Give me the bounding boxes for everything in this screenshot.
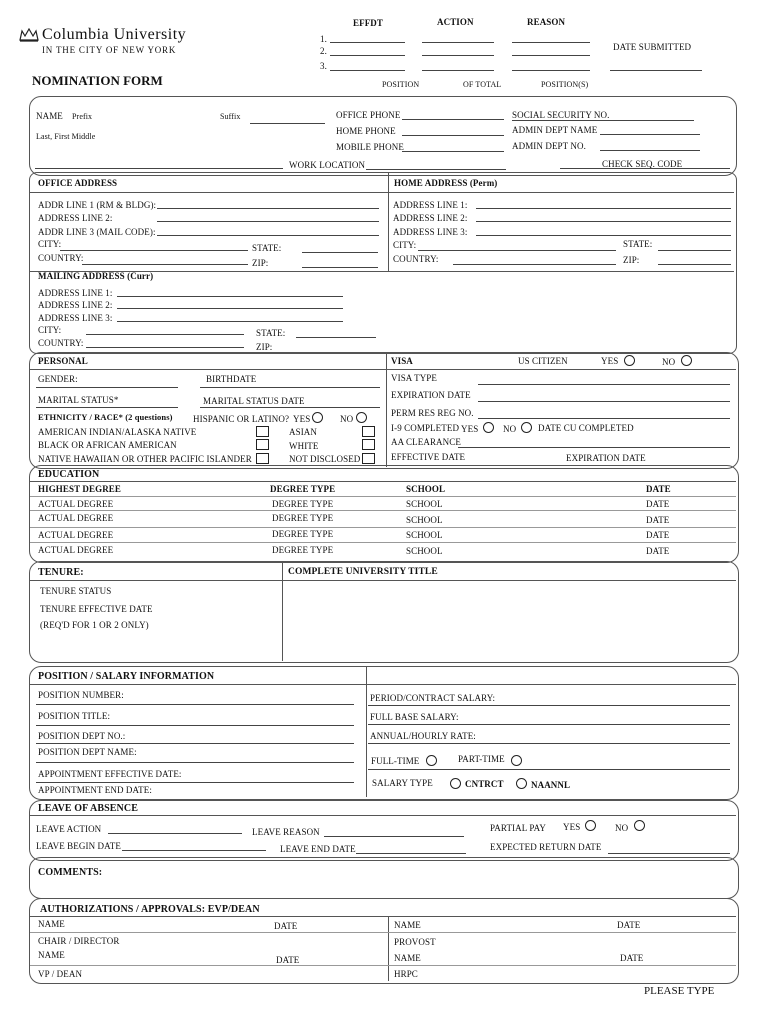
i9-no-label: NO <box>503 424 517 434</box>
home-phone-field[interactable] <box>402 135 504 136</box>
school-header: SCHOOL <box>406 484 446 494</box>
leave-action-label: LEAVE ACTION <box>36 824 102 834</box>
us-citizen-yes-radio[interactable] <box>624 355 635 366</box>
cntrct-label: CNTRCT <box>465 779 504 789</box>
date-cu-label: DATE CU COMPLETED <box>538 423 634 433</box>
row-1: 1. <box>320 34 327 44</box>
mailing-address-title: MAILING ADDRESS (Curr) <box>38 271 154 281</box>
position-dept-name-field[interactable] <box>36 762 354 763</box>
position-number-label: POSITION NUMBER: <box>38 690 124 700</box>
home-line1-label: ADDRESS LINE 1: <box>393 200 468 210</box>
work-location-label: WORK LOCATION <box>289 160 366 170</box>
row-3: 3. <box>320 61 327 71</box>
education-section <box>29 465 739 563</box>
hispanic-yes-label: YES <box>293 414 311 424</box>
part-time-radio[interactable] <box>511 755 522 766</box>
crown-icon <box>19 28 39 42</box>
full-base-salary-field[interactable] <box>368 724 730 725</box>
position-title-label: POSITION TITLE: <box>38 711 111 721</box>
office-line2-field[interactable] <box>157 221 379 222</box>
ssn-field[interactable] <box>512 120 694 121</box>
date-header: DATE <box>646 484 671 494</box>
partial-pay-no-radio[interactable] <box>634 820 645 831</box>
suffix-label: Suffix <box>220 112 241 121</box>
date-label: DATE <box>646 546 670 556</box>
of-total-label: OF TOTAL <box>463 80 502 89</box>
ethnicity-label: ETHNICITY / RACE* (2 questions) <box>38 412 173 422</box>
mailing-line3-field[interactable] <box>117 321 343 322</box>
office-city-label: CITY: <box>38 239 62 249</box>
actual-degree-label: ACTUAL DEGREE <box>38 530 114 540</box>
admin-dept-no-field[interactable] <box>600 150 700 151</box>
hispanic-no-radio[interactable] <box>356 412 367 423</box>
ssn-label: SOCIAL SECURITY NO. <box>512 110 610 120</box>
complete-university-title-label: COMPLETE UNIVERSITY TITLE <box>288 567 438 577</box>
marital-status-date-field[interactable] <box>200 407 380 408</box>
black-checkbox[interactable] <box>256 439 269 450</box>
leave-title: LEAVE OF ABSENCE <box>38 803 138 814</box>
office-line3-label: ADDR LINE 3 (MAIL CODE): <box>38 227 156 237</box>
hrpc-label: HRPC <box>394 969 418 979</box>
position-dept-name-label: POSITION DEPT NAME: <box>38 747 137 757</box>
visa-type-label: VISA TYPE <box>391 373 437 383</box>
hispanic-no-label: NO <box>340 414 354 424</box>
date-label: DATE <box>646 515 670 525</box>
asian-label: ASIAN <box>289 427 318 437</box>
position-dept-no-field[interactable] <box>36 743 354 744</box>
degree-type-label: DEGREE TYPE <box>272 499 334 509</box>
mailing-line1-label: ADDRESS LINE 1: <box>38 288 113 298</box>
reason-3-field[interactable] <box>512 70 590 71</box>
office-country-field[interactable] <box>82 264 248 265</box>
personal-title: PERSONAL <box>38 356 88 366</box>
mailing-city-field[interactable] <box>86 334 244 335</box>
mailing-line1-field[interactable] <box>117 296 343 297</box>
not-disclosed-checkbox[interactable] <box>362 453 375 464</box>
naannl-radio[interactable] <box>516 778 527 789</box>
period-salary-field[interactable] <box>368 705 730 706</box>
school-label: SCHOOL <box>406 546 443 556</box>
authorizations-title: AUTHORIZATIONS / APPROVALS: EVP/DEAN <box>40 904 260 915</box>
suffix-field[interactable] <box>250 123 325 124</box>
tenure-status-label: TENURE STATUS <box>40 586 112 596</box>
office-address-title: OFFICE ADDRESS <box>38 178 118 188</box>
row-2: 2. <box>320 46 327 56</box>
check-seq-label: CHECK SEQ. CODE <box>602 159 683 169</box>
not-disclosed-label: NOT DISCLOSED <box>289 454 361 464</box>
comments-section[interactable] <box>29 857 739 899</box>
home-phone-label: HOME PHONE <box>336 126 396 136</box>
annual-rate-field[interactable] <box>368 743 730 744</box>
expiration-date-field[interactable] <box>478 401 730 402</box>
white-label: WHITE <box>289 441 319 451</box>
mailing-state-field[interactable] <box>296 337 376 338</box>
partial-pay-yes-radio[interactable] <box>585 820 596 831</box>
date-submitted-field[interactable] <box>610 70 702 71</box>
home-zip-label: ZIP: <box>623 255 640 265</box>
expiration-date2-label: EXPIRATION DATE <box>566 453 646 463</box>
position-label: POSITION <box>382 80 420 89</box>
gender-label: GENDER: <box>38 374 78 384</box>
american-indian-checkbox[interactable] <box>256 426 269 437</box>
degree-type-label: DEGREE TYPE <box>272 545 334 555</box>
home-address-title: HOME ADDRESS (Perm) <box>394 178 498 188</box>
school-label: SCHOOL <box>406 515 443 525</box>
mobile-phone-label: MOBILE PHONE <box>336 142 404 152</box>
i9-completed-label: I-9 COMPLETED <box>391 423 460 433</box>
degree-type-header: DEGREE TYPE <box>270 484 336 494</box>
salary-title: POSITION / SALARY INFORMATION <box>38 671 215 682</box>
school-label: SCHOOL <box>406 530 443 540</box>
appointment-end-label: APPOINTMENT END DATE: <box>38 785 152 795</box>
part-time-label: PART-TIME <box>458 754 505 764</box>
last-first-middle-label: Last, First Middle <box>36 132 96 141</box>
office-line1-field[interactable] <box>157 208 379 209</box>
provost-date-label: DATE <box>617 920 641 930</box>
school-label: SCHOOL <box>406 499 443 509</box>
us-citizen-no-radio[interactable] <box>681 355 692 366</box>
american-indian-label: AMERICAN INDIAN/ALASKA NATIVE <box>38 427 197 437</box>
mailing-line3-label: ADDRESS LINE 3: <box>38 313 113 323</box>
hispanic-label: HISPANIC OR LATINO? <box>193 414 290 424</box>
provost-name-label: NAME <box>394 920 421 930</box>
action-1-field[interactable] <box>422 42 494 43</box>
date-label: DATE <box>646 530 670 540</box>
full-base-salary-label: FULL BASE SALARY: <box>370 712 459 722</box>
full-time-radio[interactable] <box>426 755 437 766</box>
hawaiian-checkbox[interactable] <box>256 453 269 464</box>
aa-clearance-field[interactable] <box>458 447 730 448</box>
name-label: NAME <box>36 111 63 121</box>
birthdate-field[interactable] <box>200 387 380 388</box>
mailing-country-label: COUNTRY: <box>38 338 84 348</box>
hrpc-date-label: DATE <box>620 953 644 963</box>
reason-2-field[interactable] <box>512 55 590 56</box>
evp-name-label: NAME <box>38 919 65 929</box>
mailing-state-label: STATE: <box>256 328 286 338</box>
home-line3-label: ADDRESS LINE 3: <box>393 227 468 237</box>
home-line2-label: ADDRESS LINE 2: <box>393 213 468 223</box>
effective-date-label: EFFECTIVE DATE <box>391 452 466 462</box>
office-line3-field[interactable] <box>157 235 379 236</box>
full-name-field[interactable] <box>35 168 283 169</box>
leave-end-label: LEAVE END DATE <box>280 844 356 854</box>
asian-checkbox[interactable] <box>362 426 375 437</box>
reason-1-field[interactable] <box>512 42 590 43</box>
leave-end-field[interactable] <box>356 853 466 854</box>
tenure-effective-date-label: TENURE EFFECTIVE DATE <box>40 604 153 614</box>
home-zip-field[interactable] <box>658 264 731 265</box>
expected-return-field[interactable] <box>608 853 730 854</box>
leave-begin-field[interactable] <box>122 850 266 851</box>
us-citizen-label: US CITIZEN <box>518 356 568 366</box>
office-line2-label: ADDRESS LINE 2: <box>38 213 113 223</box>
full-time-label: FULL-TIME <box>371 756 420 766</box>
university-subtitle: IN THE CITY OF NEW YORK <box>42 45 177 55</box>
white-checkbox[interactable] <box>362 439 375 450</box>
office-phone-label: OFFICE PHONE <box>336 110 401 120</box>
please-type-note: PLEASE TYPE <box>644 985 715 997</box>
black-label: BLACK OR AFRICAN AMERICAN <box>38 440 177 450</box>
office-city-field[interactable] <box>60 250 248 251</box>
comments-title: COMMENTS: <box>38 867 103 878</box>
date-label: DATE <box>646 499 670 509</box>
home-line1-field[interactable] <box>476 208 731 209</box>
visa-type-field[interactable] <box>478 384 730 385</box>
prefix-label: Prefix <box>72 112 93 121</box>
marital-status-label: MARITAL STATUS* <box>38 395 119 405</box>
perm-res-field[interactable] <box>478 418 730 419</box>
i9-yes-label: YES <box>461 424 479 434</box>
degree-type-label: DEGREE TYPE <box>272 529 334 539</box>
position-dept-no-label: POSITION DEPT NO.: <box>38 731 126 741</box>
period-salary-label: PERIOD/CONTRACT SALARY: <box>370 693 496 703</box>
action-2-field[interactable] <box>422 55 494 56</box>
office-phone-field[interactable] <box>402 119 504 120</box>
leave-reason-label: LEAVE REASON <box>252 827 320 837</box>
salary-type-label: SALARY TYPE <box>372 778 433 788</box>
action-3-field[interactable] <box>422 70 494 71</box>
admin-dept-name-label: ADMIN DEPT NAME <box>512 125 598 135</box>
position-title-field[interactable] <box>36 725 354 726</box>
vp-name-label: NAME <box>38 950 65 960</box>
partial-pay-label: PARTIAL PAY <box>490 823 547 833</box>
office-state-field[interactable] <box>302 252 378 253</box>
office-line1-label: ADDR LINE 1 (RM & BLDG): <box>38 200 157 210</box>
vp-dean-label: VP / DEAN <box>38 969 83 979</box>
home-city-label: CITY: <box>393 240 417 250</box>
admin-dept-name-field[interactable] <box>600 134 700 135</box>
date-submitted-label: DATE SUBMITTED <box>613 42 692 52</box>
perm-res-label: PERM RES REG NO. <box>391 408 474 418</box>
leave-action-field[interactable] <box>108 833 242 834</box>
positions-label: POSITION(S) <box>541 80 589 89</box>
tenure-title: TENURE: <box>38 567 84 578</box>
office-state-label: STATE: <box>252 243 282 253</box>
office-zip-label: ZIP: <box>252 258 269 268</box>
degree-type-label: DEGREE TYPE <box>272 513 334 523</box>
check-seq-field[interactable] <box>560 168 730 169</box>
vp-date-label: DATE <box>276 955 300 965</box>
annual-rate-label: ANNUAL/HOURLY RATE: <box>370 731 476 741</box>
actual-degree-label: ACTUAL DEGREE <box>38 513 114 523</box>
appointment-effective-field[interactable] <box>36 782 354 783</box>
work-location-field[interactable] <box>366 169 506 170</box>
col-effdt: EFFDT <box>353 18 384 28</box>
i9-no-radio[interactable] <box>521 422 532 433</box>
appointment-effective-label: APPOINTMENT EFFECTIVE DATE: <box>38 769 182 779</box>
home-city-field[interactable] <box>418 250 616 251</box>
admin-dept-no-label: ADMIN DEPT NO. <box>512 141 586 151</box>
expiration-date-label: EXPIRATION DATE <box>391 390 471 400</box>
mailing-line2-field[interactable] <box>117 308 343 309</box>
chair-director-label: CHAIR / DIRECTOR <box>38 936 120 946</box>
leave-reason-field[interactable] <box>324 836 464 837</box>
effdt-1-field[interactable] <box>330 42 405 43</box>
partial-pay-no-label: NO <box>615 823 629 833</box>
tenure-reqd-note: (REQ'D FOR 1 OR 2 ONLY) <box>40 620 149 630</box>
provost-label: PROVOST <box>394 937 436 947</box>
mobile-phone-field[interactable] <box>402 151 504 152</box>
actual-degree-label: ACTUAL DEGREE <box>38 545 114 555</box>
mailing-zip-label: ZIP: <box>256 342 273 352</box>
mailing-line2-label: ADDRESS LINE 2: <box>38 300 113 310</box>
highest-degree-header: HIGHEST DEGREE <box>38 484 122 494</box>
marital-status-date-label: MARITAL STATUS DATE <box>203 396 305 406</box>
hawaiian-label: NATIVE HAWAIIAN OR OTHER PACIFIC ISLANDER <box>38 454 252 464</box>
expected-return-label: EXPECTED RETURN DATE <box>490 842 602 852</box>
mailing-city-label: CITY: <box>38 325 62 335</box>
partial-pay-yes-label: YES <box>563 822 581 832</box>
gender-field[interactable] <box>36 387 178 388</box>
home-country-field[interactable] <box>453 264 616 265</box>
visa-title: VISA <box>391 356 413 366</box>
us-citizen-yes-label: YES <box>601 356 619 366</box>
home-state-label: STATE: <box>623 239 653 249</box>
actual-degree-label: ACTUAL DEGREE <box>38 499 114 509</box>
mailing-country-field[interactable] <box>86 347 244 348</box>
education-title: EDUCATION <box>38 469 100 480</box>
home-line2-field[interactable] <box>476 221 731 222</box>
cntrct-radio[interactable] <box>450 778 461 789</box>
office-zip-field[interactable] <box>302 267 378 268</box>
aa-clearance-label: AA CLEARANCE <box>391 437 461 447</box>
hispanic-yes-radio[interactable] <box>312 412 323 423</box>
office-country-label: COUNTRY: <box>38 253 84 263</box>
position-number-field[interactable] <box>36 704 354 705</box>
home-state-field[interactable] <box>658 250 731 251</box>
effdt-2-field[interactable] <box>330 55 405 56</box>
university-name: Columbia University <box>42 26 187 43</box>
hrpc-name-label: NAME <box>394 953 421 963</box>
i9-yes-radio[interactable] <box>483 422 494 433</box>
marital-status-field[interactable] <box>36 407 178 408</box>
effdt-3-field[interactable] <box>330 70 405 71</box>
naannl-label: NAANNL <box>531 780 571 790</box>
leave-begin-label: LEAVE BEGIN DATE <box>36 841 121 851</box>
form-title: NOMINATION FORM <box>32 73 163 88</box>
col-reason: REASON <box>527 17 566 27</box>
birthdate-label: BIRTHDATE <box>206 374 257 384</box>
evp-date-label: DATE <box>274 921 298 931</box>
col-action: ACTION <box>437 17 474 27</box>
home-country-label: COUNTRY: <box>393 254 439 264</box>
home-line3-field[interactable] <box>476 235 731 236</box>
us-citizen-no-label: NO <box>662 357 676 367</box>
